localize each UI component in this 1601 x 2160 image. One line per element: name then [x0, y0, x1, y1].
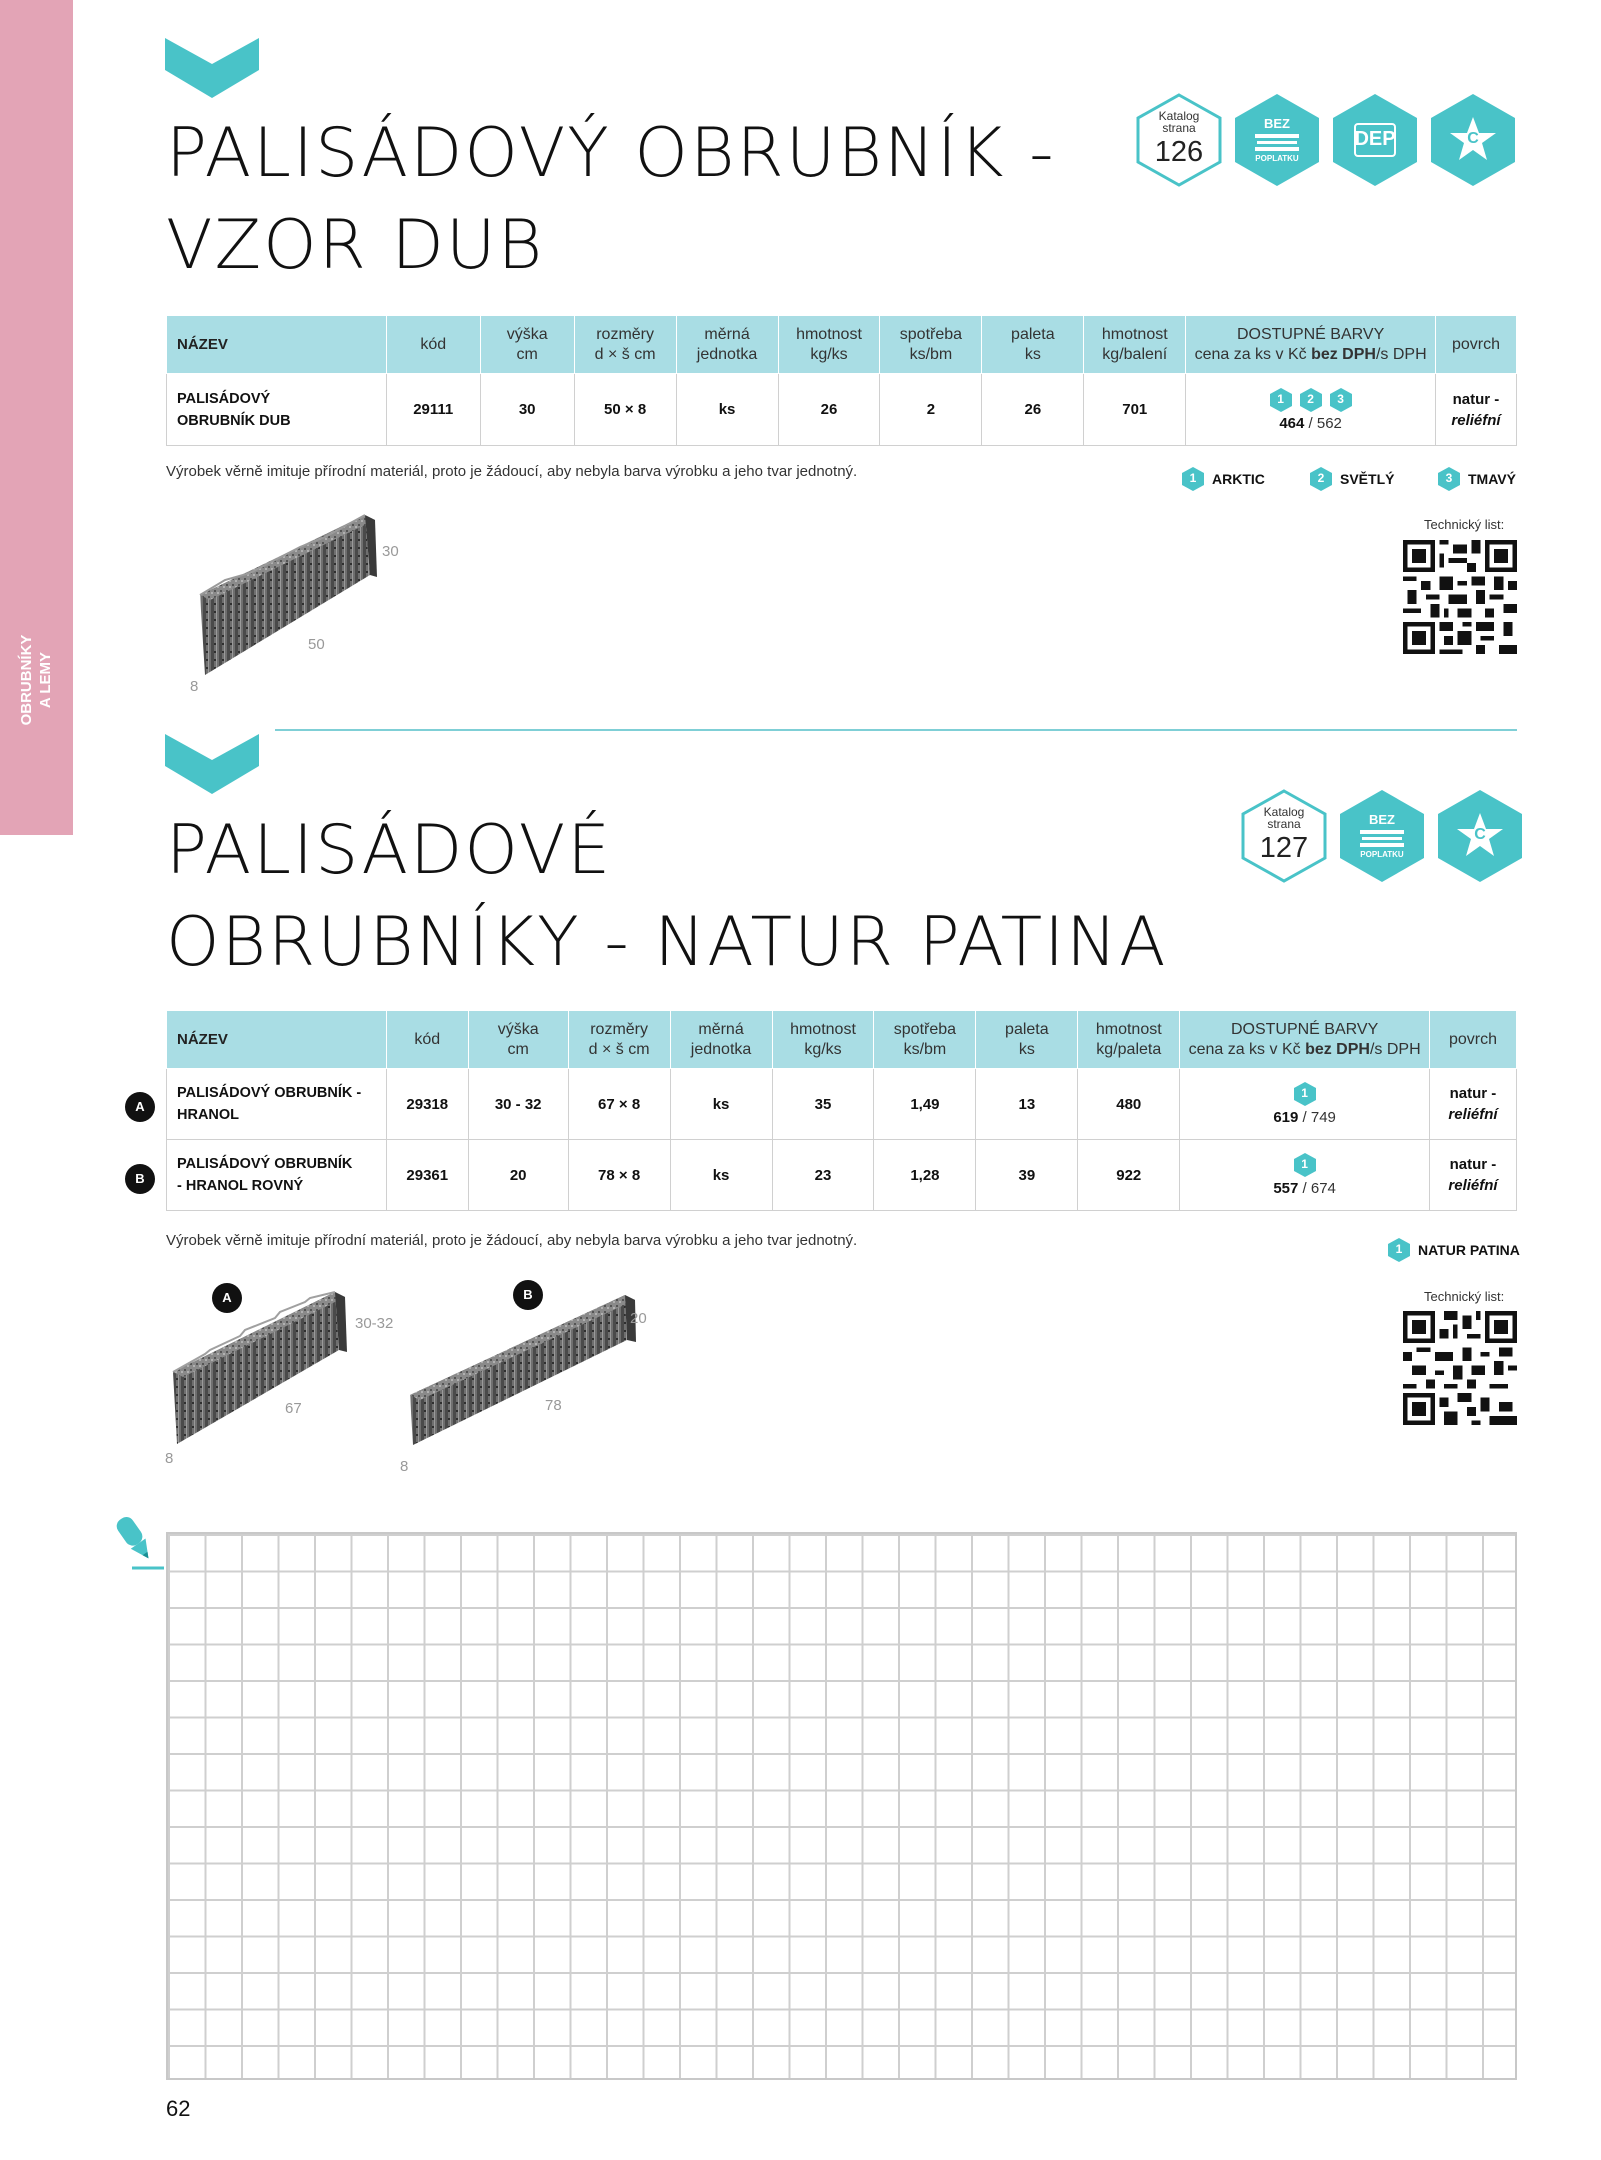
cell-dims: 78 × 8: [568, 1140, 670, 1211]
poplatku-label: POPLATKU: [1360, 850, 1404, 859]
section1-title-line1: PALISÁDOVÝ OBRUBNÍK -: [166, 114, 1056, 193]
dim-a-length: 67: [285, 1400, 302, 1417]
catalog-page-number: 126: [1154, 136, 1204, 168]
header-weight-pallet: hmotnost kg/paleta: [1078, 1011, 1180, 1069]
section-divider: [275, 729, 1517, 731]
cell-surface: natur - reliéfní: [1435, 374, 1516, 446]
qr-label: Technický list:: [1424, 517, 1505, 532]
pen-icon: [110, 1512, 164, 1572]
dim-a-width: 8: [165, 1450, 174, 1467]
dim-height: 30: [382, 543, 399, 560]
cell-height: 30 - 32: [468, 1069, 568, 1140]
c-label: C: [1474, 826, 1486, 843]
header-pallet: paleta ks: [976, 1011, 1078, 1069]
header-colors: DOSTUPNÉ BARVY cena za ks v Kč bez DPH/s DPH: [1180, 1011, 1430, 1069]
section1-title: [166, 108, 1056, 292]
cell-name: PALISÁDOVÝ OBRUBNÍK - HRANOL: [167, 1069, 387, 1140]
cell-colors: [1180, 1140, 1430, 1211]
cell-code: 29361: [386, 1140, 468, 1211]
section2-note: Výrobek věrně imituje přírodní materiál, proto je žádoucí, aby nebyla barva výrobku a jeho tvar jednotný.: [166, 1232, 858, 1249]
dep-badge: [1331, 92, 1419, 188]
catalog-page-number: 127: [1259, 832, 1309, 864]
section1-badges: [1135, 92, 1517, 188]
header-consumption: spotřeba ks/bm: [874, 1011, 976, 1069]
cell-pallet: 39: [976, 1140, 1078, 1211]
header-unit: měrná jednotka: [670, 1011, 772, 1069]
table-row: [167, 1140, 1517, 1211]
dim-b-width: 8: [400, 1458, 409, 1475]
section2-title-line1: PALISÁDOVÉ: [166, 811, 613, 890]
cell-weight: 23: [772, 1140, 874, 1211]
header-weight: hmotnost kg/ks: [778, 316, 880, 374]
legend-1-icon: 1: [1388, 1238, 1410, 1262]
cell-pallet: 26: [982, 374, 1084, 446]
cell-dims: 67 × 8: [568, 1069, 670, 1140]
qr-label: Technický list:: [1424, 1289, 1505, 1304]
table-row: [167, 1069, 1517, 1140]
cell-colors: [1186, 374, 1436, 446]
legend-1-icon: 1: [1182, 467, 1204, 491]
legend-label: SVĚTLÝ: [1340, 471, 1395, 487]
c-star-badge: [1429, 92, 1517, 188]
catalog-label: Katalog: [1158, 109, 1200, 123]
product-image-dub: [195, 505, 385, 690]
side-tab-label: [17, 635, 55, 726]
chevron-down-icon: [165, 38, 259, 98]
dim-length: 50: [308, 636, 325, 653]
cell-weight-pack: 701: [1084, 374, 1186, 446]
row-marker-b: B: [125, 1164, 155, 1194]
header-weight: hmotnost kg/ks: [772, 1011, 874, 1069]
cell-height: 30: [480, 374, 574, 446]
cell-surface: natur - reliéfní: [1429, 1140, 1516, 1211]
section2-title-line2: OBRUBNÍKY - NATUR PATINA: [166, 903, 1168, 982]
cell-unit: ks: [676, 374, 778, 446]
header-name: NÁZEV: [167, 1011, 387, 1069]
section1-table: [166, 315, 1517, 446]
table-row: [167, 374, 1517, 446]
cell-height: 20: [468, 1140, 568, 1211]
cell-code: 29111: [386, 374, 480, 446]
bez-poplatku-badge: [1338, 788, 1426, 884]
side-tab-line1: OBRUBNÍKY: [18, 634, 35, 726]
notes-grid[interactable]: [166, 1532, 1517, 2080]
table-header-row: [167, 316, 1517, 374]
c-label: C: [1467, 130, 1479, 147]
cell-surface: natur - reliéfní: [1429, 1069, 1516, 1140]
dep-label: DEP: [1354, 128, 1396, 150]
price: 557 / 674: [1273, 1180, 1336, 1197]
cell-code: 29318: [386, 1069, 468, 1140]
header-code: kód: [386, 1011, 468, 1069]
catalog-label-2: strana: [1267, 817, 1301, 831]
bez-label: BEZ: [1264, 116, 1290, 131]
catalog-page-badge[interactable]: [1240, 788, 1328, 884]
cell-dims: 50 × 8: [574, 374, 676, 446]
product-image-hranol-rovny: [405, 1280, 640, 1460]
legend-2-icon: 2: [1310, 467, 1332, 491]
table-header-row: [167, 1011, 1517, 1069]
row-marker-a: A: [125, 1092, 155, 1122]
header-surface: povrch: [1435, 316, 1516, 374]
header-dims: rozměry d × š cm: [574, 316, 676, 374]
side-tab: [0, 0, 73, 835]
section2-table: [166, 1010, 1517, 1211]
product-a-marker: A: [212, 1283, 242, 1313]
header-height: výška cm: [480, 316, 574, 374]
header-consumption: spotřeba ks/bm: [880, 316, 982, 374]
product-image-hranol: [165, 1272, 355, 1457]
cell-weight-pallet: 922: [1078, 1140, 1180, 1211]
bez-label: BEZ: [1369, 812, 1395, 827]
legend-item-tmavy: [1438, 467, 1516, 491]
dim-width: 8: [190, 678, 199, 695]
section2-badges: [1240, 788, 1524, 884]
header-code: kód: [386, 316, 480, 374]
legend-item-svetly: [1310, 467, 1394, 491]
c-star-badge: [1436, 788, 1524, 884]
legend-label: NATUR PATINA: [1418, 1242, 1520, 1258]
header-weight-pack: hmotnost kg/balení: [1084, 316, 1186, 374]
section2-title: [166, 805, 1168, 989]
chevron-down-icon: [165, 734, 259, 794]
cell-weight-pallet: 480: [1078, 1069, 1180, 1140]
color-3-icon: 3: [1330, 388, 1352, 412]
legend-label: ARKTIC: [1212, 471, 1265, 487]
page-number: 62: [166, 2096, 191, 2121]
cell-consumption: 1,28: [874, 1140, 976, 1211]
qr-code-icon[interactable]: [1403, 1311, 1517, 1425]
dim-b-length: 78: [545, 1397, 562, 1414]
cell-weight: 35: [772, 1069, 874, 1140]
catalog-label-2: strana: [1162, 121, 1196, 135]
product-b-marker: B: [513, 1280, 543, 1310]
cell-name: PALISÁDOVÝ OBRUBNÍK DUB: [167, 374, 387, 446]
side-tab-line2: A LEMY: [37, 651, 54, 709]
header-colors: DOSTUPNÉ BARVY cena za ks v Kč bez DPH/s DPH: [1186, 316, 1436, 374]
legend-item-natur-patina: [1388, 1238, 1520, 1262]
cell-pallet: 13: [976, 1069, 1078, 1140]
qr-code-icon[interactable]: [1403, 540, 1517, 654]
legend-label: TMAVÝ: [1468, 471, 1516, 487]
poplatku-label: POPLATKU: [1255, 154, 1299, 163]
price: 619 / 749: [1273, 1109, 1336, 1126]
color-1-icon: 1: [1294, 1082, 1316, 1106]
header-unit: měrná jednotka: [676, 316, 778, 374]
dim-a-height: 30-32: [355, 1315, 394, 1332]
header-surface: povrch: [1429, 1011, 1516, 1069]
price: 464 / 562: [1279, 414, 1342, 432]
cell-unit: ks: [670, 1069, 772, 1140]
color-2-icon: 2: [1300, 388, 1322, 412]
header-pallet: paleta ks: [982, 316, 1084, 374]
legend-3-icon: 3: [1438, 467, 1460, 491]
header-name: NÁZEV: [167, 316, 387, 374]
legend-item-arktic: [1182, 467, 1265, 491]
section1-note: Výrobek věrně imituje přírodní materiál, proto je žádoucí, aby nebyla barva výrobku a jeho tvar jednotný.: [166, 463, 858, 480]
cell-unit: ks: [670, 1140, 772, 1211]
color-1-icon: 1: [1270, 388, 1292, 412]
section1-title-line2: VZOR DUB: [166, 206, 545, 285]
color-1-icon: 1: [1294, 1153, 1316, 1177]
header-dims: rozměry d × š cm: [568, 1011, 670, 1069]
cell-weight: 26: [778, 374, 880, 446]
dim-b-height: 20: [630, 1310, 647, 1327]
cell-consumption: 2: [880, 374, 982, 446]
cell-consumption: 1,49: [874, 1069, 976, 1140]
bez-poplatku-badge: [1233, 92, 1321, 188]
catalog-label: Katalog: [1263, 805, 1305, 819]
cell-name: PALISÁDOVÝ OBRUBNÍK - HRANOL ROVNÝ: [167, 1140, 387, 1211]
cell-colors: [1180, 1069, 1430, 1140]
header-height: výška cm: [468, 1011, 568, 1069]
catalog-page-badge[interactable]: [1135, 92, 1223, 188]
